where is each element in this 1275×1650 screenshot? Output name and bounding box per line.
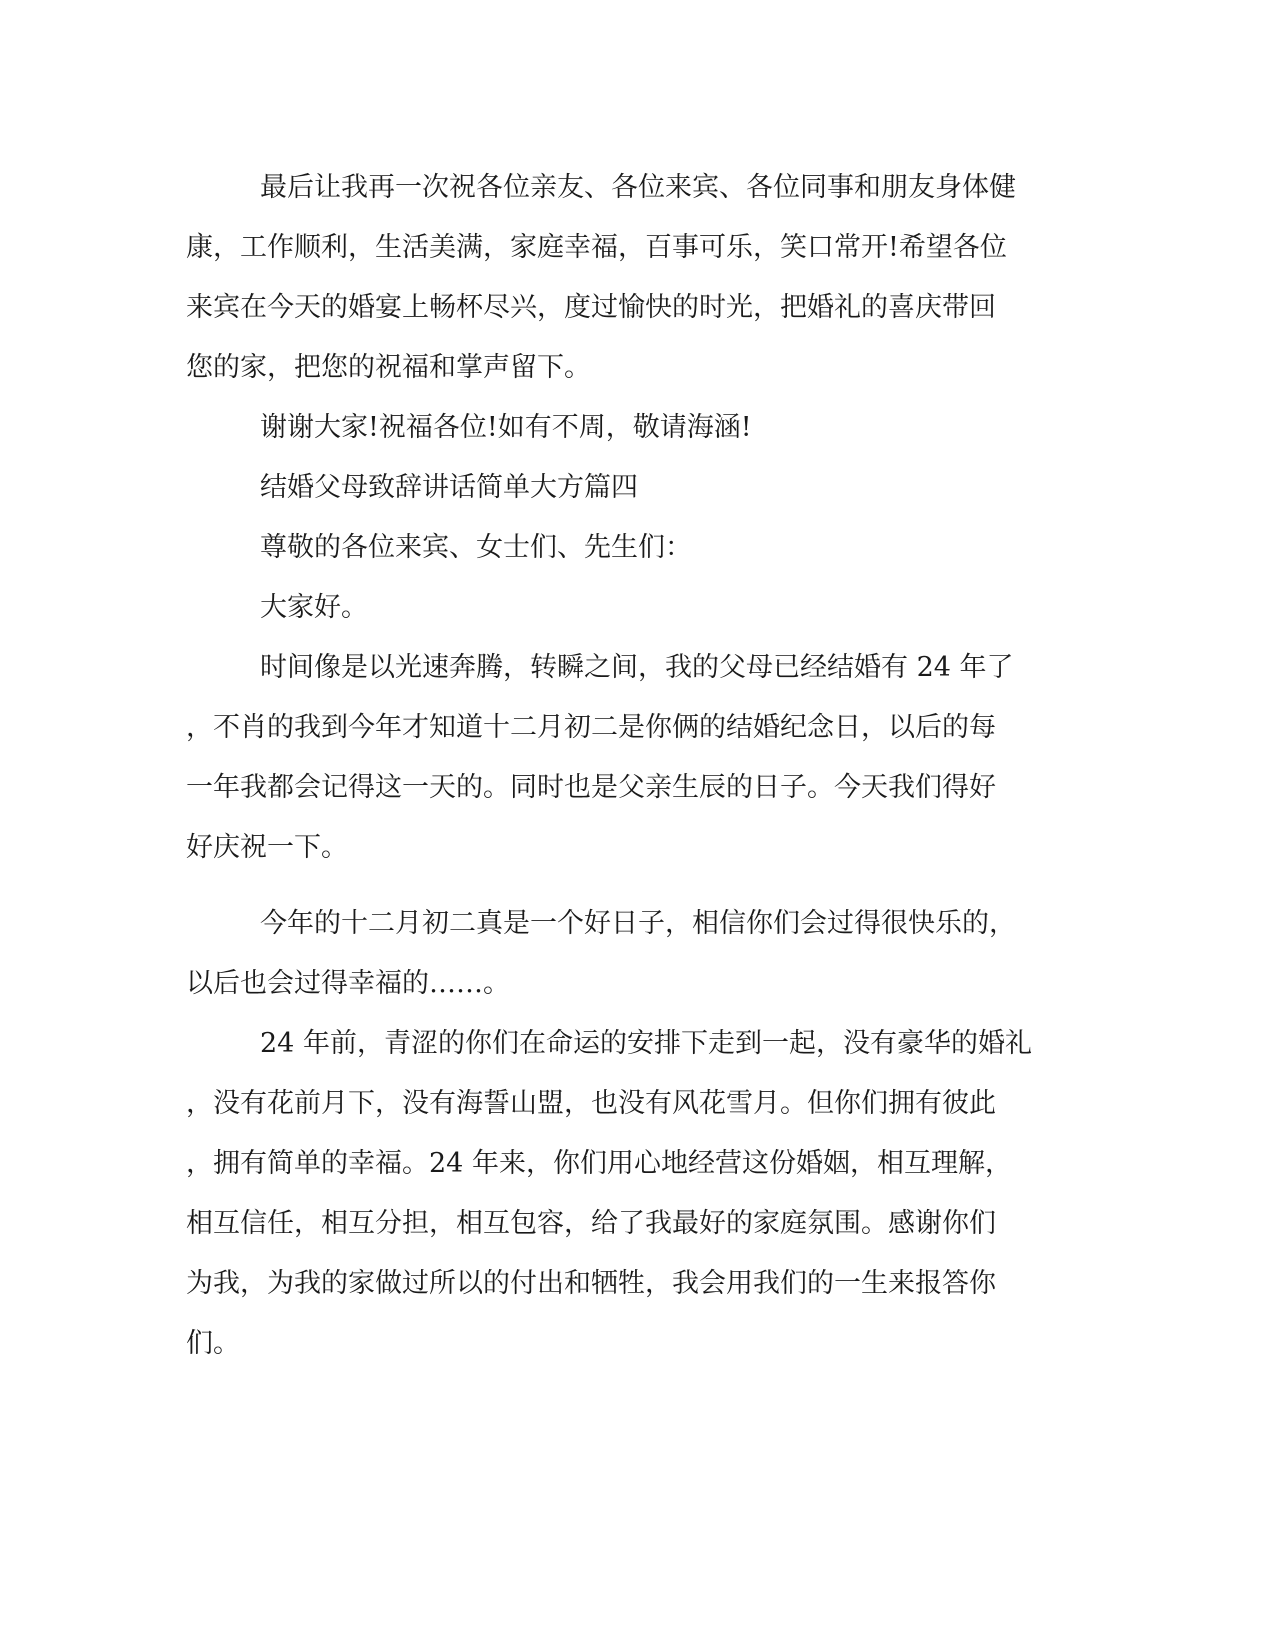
paragraph-line: 康，工作顺利，生活美满，家庭幸福，百事可乐，笑口常开!希望各位 (186, 232, 1007, 263)
section-heading: 结婚父母致辞讲话简单大方篇四 (260, 472, 638, 503)
paragraph-line: 相互信任，相互分担，相互包容，给了我最好的家庭氛围。感谢你们 (186, 1208, 996, 1239)
greeting: 大家好。 (260, 592, 368, 623)
paragraph-line: ，不肖的我到今年才知道十二月初二是你俩的结婚纪念日，以后的每 (186, 712, 996, 743)
paragraph-line: 今年的十二月初二真是一个好日子，相信你们会过得很快乐的， (260, 908, 1016, 939)
document-body (186, 158, 1066, 1374)
paragraph-line: 以后也会过得幸福的……。 (186, 968, 510, 999)
paragraph-line: 好庆祝一下。 (186, 832, 348, 863)
paragraph-line: 您的家，把您的祝福和掌声留下。 (186, 352, 591, 383)
paragraph-line: 们。 (186, 1328, 240, 1359)
paragraph-line: 谢谢大家!祝福各位!如有不周，敬请海涵! (260, 412, 752, 443)
paragraph-line: ，没有花前月下，没有海誓山盟，也没有风花雪月。但你们拥有彼此 (186, 1088, 996, 1119)
paragraph-line: 为我，为我的家做过所以的付出和牺牲，我会用我们的一生来报答你 (186, 1268, 996, 1299)
paragraph-line: ，拥有简单的幸福。24 年来，你们用心地经营这份婚姻，相互理解， (186, 1148, 1012, 1179)
paragraph-line: 最后让我再一次祝各位亲友、各位来宾、各位同事和朋友身体健 (260, 172, 1016, 203)
paragraph-line: 来宾在今天的婚宴上畅杯尽兴，度过愉快的时光，把婚礼的喜庆带回 (186, 292, 996, 323)
paragraph-line: 24 年前，青涩的你们在命运的安排下走到一起，没有豪华的婚礼 (260, 1028, 1032, 1059)
salutation: 尊敬的各位来宾、女士们、先生们： (260, 532, 692, 563)
paragraph-line: 时间像是以光速奔腾，转瞬之间，我的父母已经结婚有 24 年了 (260, 652, 1014, 683)
paragraph-line: 一年我都会记得这一天的。同时也是父亲生辰的日子。今天我们得好 (186, 772, 996, 803)
paragraph-spacer (186, 878, 1066, 894)
